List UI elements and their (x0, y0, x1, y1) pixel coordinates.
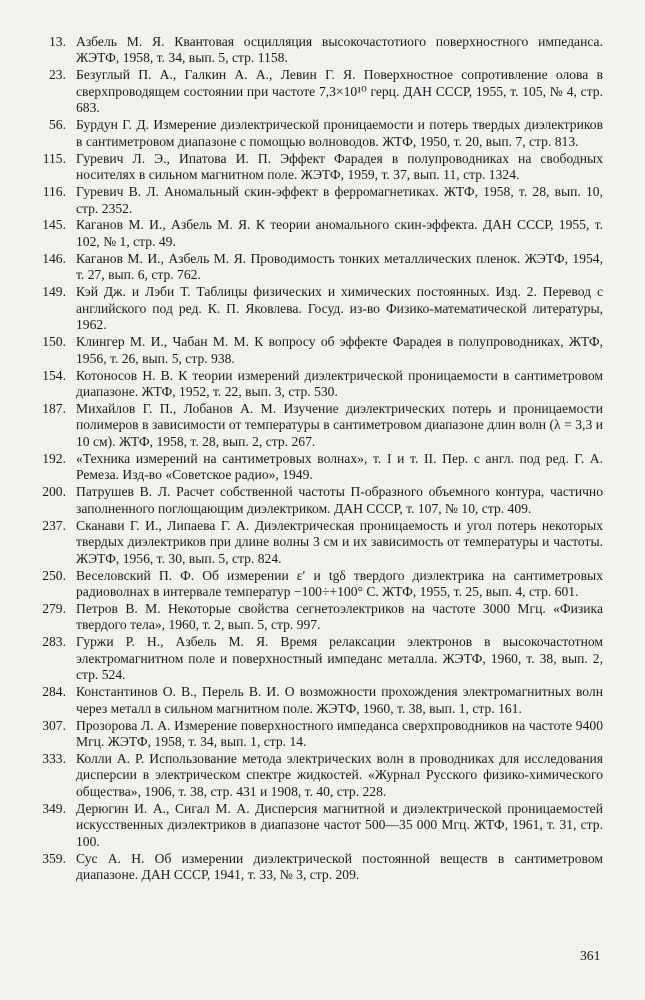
reference-number: 23. (49, 67, 66, 83)
reference-number: 13. (49, 34, 66, 49)
reference-number: 150. (42, 334, 66, 350)
reference-number: 146. (42, 250, 66, 266)
reference-number: 154. (42, 367, 66, 383)
reference-entry (0, 151, 645, 184)
reference-text: Сканави Г. И., Липаева Г. А. Диэлектрическая проницаемость и угол потерь некоторых твердых диэлектриков при длине волны 3 см и их зависимость от температуры и частоты. ЖЭТФ, 1956, т. 30, вып. 5, стр. 824. (76, 517, 603, 566)
reference-entry (0, 751, 645, 800)
reference-text: Гуревич В. Л. Аномальный скин-эффект в ферромагнетиках. ЖТФ, 1958, т. 28, вып. 10, стр. 2352. (76, 184, 603, 216)
reference-entry (0, 184, 645, 217)
reference-text: Колли А. Р. Использование метода электрических волн в проводниках для исследования дисперсии в электрическом спектре жидкостей. «Журнал Русского физико-химического общества», 1906, т. 38, стр. 431 и 1908, т. 40, стр. 228. (76, 750, 603, 799)
reference-entry (0, 34, 645, 67)
reference-entry (0, 518, 645, 567)
page-number: 361 (580, 948, 601, 963)
reference-number: 284. (42, 684, 66, 700)
reference-entry (0, 684, 645, 717)
reference-number: 145. (42, 217, 66, 233)
reference-entry (0, 368, 645, 401)
reference-number: 56. (49, 117, 66, 133)
reference-entry (0, 851, 645, 884)
reference-text: Каганов М. И., Азбель М. Я. Проводимость тонких металлических пленок. ЖЭТФ, 1954, т. 27, вып. 6, стр. 762. (76, 250, 603, 283)
reference-number: 187. (42, 400, 66, 416)
reference-entry (0, 801, 645, 850)
reference-text: Бурдун Г. Д. Измерение диэлектрической проницаемости и потерь твердых диэлектриков в сантиметровом диапазоне с помощью волноводов. ЖТФ, 1950, т. 20, вып. 7, стр. 813. (76, 117, 603, 149)
reference-number: 307. (42, 717, 66, 733)
reference-number: 333. (42, 750, 66, 766)
reference-entry (0, 601, 645, 634)
reference-entry (0, 334, 645, 367)
reference-number: 115. (42, 150, 66, 166)
reference-entry (0, 67, 645, 116)
reference-entry (0, 251, 645, 284)
reference-text: Котоносов Н. В. К теории измерений диэлектрической проницаемости в сантиметровом диапазоне. ЖТФ, 1952, т. 22, вып. 3, стр. 530. (76, 367, 603, 400)
reference-text: Кэй Дж. и Лэби Т. Таблицы физических и химических постоянных. Изд. 2. Перевод с английского под ред. К. П. Яковлева. Госуд. из-во Физико-математической литературы, 1962. (76, 284, 603, 333)
reference-number: 149. (42, 284, 66, 300)
reference-number: 283. (42, 634, 66, 650)
reference-text: Михайлов Г. П., Лобанов А. М. Изучение диэлектрических потерь и проницаемости полимеров в зависимости от температуры в сантиметровом диапазоне длин волн (λ = 3,3 и 10 см). ЖТФ, 1958, т. 28, вып. 2, стр. 267. (76, 400, 603, 449)
reference-text: Азбель М. Я. Квантовая осцилляция высокочастотиого поверхностного импеданса. ЖЭТФ, 1958, т. 34, вып. 5, стр. 1158. (76, 34, 603, 66)
reference-list (0, 34, 645, 884)
reference-entry (0, 284, 645, 333)
reference-number: 279. (42, 600, 66, 616)
reference-number: 250. (42, 567, 66, 583)
reference-number: 200. (42, 484, 66, 500)
reference-entry (0, 401, 645, 450)
reference-number: 116. (42, 184, 66, 200)
reference-entry (0, 451, 645, 484)
reference-text: Константинов О. В., Перель В. И. О возможности прохождения электромагнитных волн через металл в сильном магнитном поле. ЖЭТФ, 1960, т. 38, вып. 1, стр. 161. (76, 684, 603, 716)
reference-number: 192. (42, 450, 66, 466)
reference-text: Веселовский П. Ф. Об измерении ε′ и tgδ твердого диэлектрика на сантиметровых радиоволнах в интервале температур −100÷+100° С. ЖТФ, 1955, т. 25, вып. 4, стр. 601. (76, 567, 603, 599)
reference-text: Патрушев В. Л. Расчет собственной частоты П-образного объемного контура, частично заполненного поглощающим диэлектриком. ДАН СССР, т. 107, № 10, стр. 409. (76, 484, 603, 516)
reference-text: Сус А. Н. Об измерении диэлектрической постоянной веществ в сантиметровом диапазоне. ДАН СССР, 1941, т. 33, № 3, стр. 209. (76, 850, 603, 883)
reference-text: Каганов М. И., Азбель М. Я. К теории аномального скин-эффекта. ДАН СССР, 1955, т. 102, № 1, стр. 49. (76, 217, 603, 249)
reference-entry (0, 718, 645, 751)
reference-entry (0, 217, 645, 250)
reference-text: Петров В. М. Некоторые свойства сегнетоэлектриков на частоте 3000 Мгц. «Физика твердого тела», 1960, т. 2, вып. 5, стр. 997. (76, 600, 603, 633)
reference-number: 237. (42, 517, 66, 533)
reference-entry (0, 484, 645, 517)
reference-text: Клингер М. И., Чабан М. М. К вопросу об эффекте Фарадея в полупроводниках, ЖТФ, 1956, т. 26, вып. 5, стр. 938. (76, 334, 603, 366)
reference-text: «Техника измерений на сантиметровых волнах», т. I и т. II. Пер. с англ. под ред. Г. А. Ремеза. Изд-во «Советское радио», 1949. (76, 450, 603, 483)
reference-text: Гуржи Р. Н., Азбель М. Я. Время релаксации электронов в высокочастотном электромагнитном поле и поверхностный импеданс металла. ЖЭТФ, 1960, т. 38, вып. 2, стр. 524. (76, 634, 603, 683)
reference-number: 359. (42, 850, 66, 866)
reference-text: Прозорова Л. А. Измерение поверхностного импеданса сверхпроводников на частоте 9400 Мгц. ЖЭТФ, 1958, т. 34, вып. 1, стр. 14. (76, 717, 603, 750)
reference-entry (0, 117, 645, 150)
reference-entry (0, 634, 645, 683)
reference-number: 349. (42, 800, 66, 816)
reference-text: Гуревич Л. Э., Ипатова И. П. Эффект Фарадея в полупроводниках на свободных носителях в сильном магнитном поле. ЖЭТФ, 1959, т. 37, вып. 11, стр. 1324. (76, 150, 603, 183)
reference-text: Безуглый П. А., Галкин А. А., Левин Г. Я. Поверхностное сопротивление олова в сверхпроводящем состоянии при частоте 7,3×10¹⁰ герц. ДАН СССР, 1955, т. 105, № 4, стр. 683. (76, 67, 603, 116)
reference-text: Дерюгин И. А., Сигал М. А. Дисперсия магнитной и диэлектрической проницаемостей искусственных диэлектриков в диапазоне частот 500—35 000 Мгц. ЖТФ, 1961, т. 31, стр. 100. (76, 800, 603, 849)
reference-entry (0, 568, 645, 601)
